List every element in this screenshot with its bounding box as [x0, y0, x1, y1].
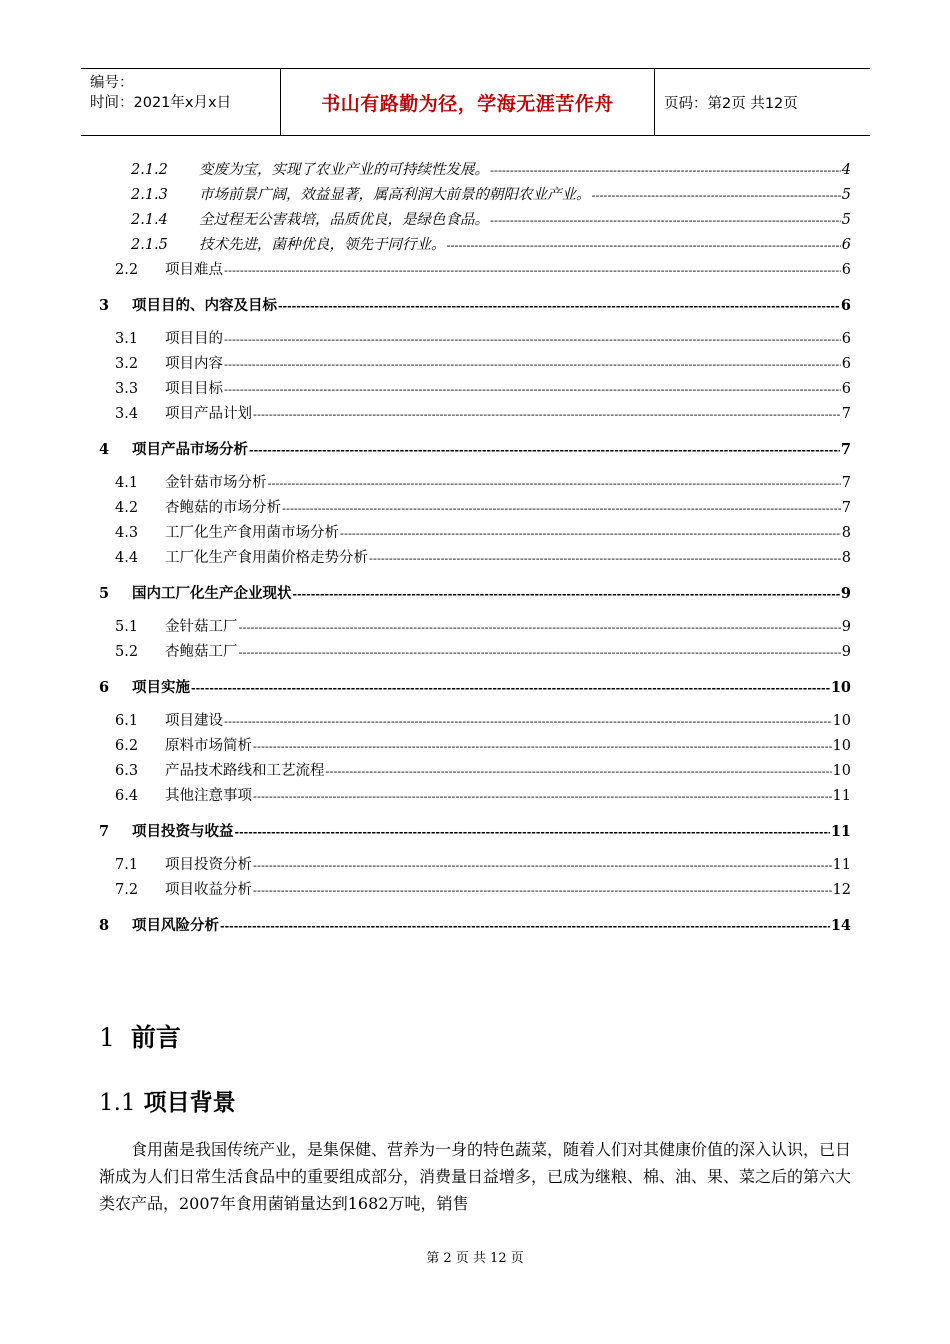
- toc-entry[interactable]: [99, 709, 851, 734]
- toc-entry-number: 7.1: [115, 857, 139, 873]
- toc-entry[interactable]: [99, 293, 851, 318]
- header-motto: 书山有路勤为径，学海无涯苦作舟: [281, 69, 655, 135]
- toc-entry-page: 10: [832, 763, 851, 779]
- toc-entry-page: 7: [841, 475, 851, 491]
- toc-leader-dashes: [592, 183, 841, 208]
- toc-entry-page: 11: [832, 857, 851, 873]
- toc-entry[interactable]: [99, 878, 851, 903]
- body-paragraph: 食用菌是我国传统产业，是集保健、营养为一身的特色蔬菜，随着人们对其健康价值的深入认识，已日渐成为人们日常生活食品中的重要组成部分，消费量日益增多，已成为继粮、棉、油、果、菜之后的第六大类农产品，2007年食用菌销量达到1682万吨，销售: [99, 1140, 852, 1213]
- toc-leader-dashes: [224, 709, 832, 734]
- toc-entry-number: 4.4: [115, 550, 139, 566]
- toc-entry-page: 11: [832, 788, 851, 804]
- toc-entry[interactable]: [99, 819, 851, 844]
- toc-entry[interactable]: [99, 521, 851, 546]
- toc-entry-title: 全过程无公害栽培，品质优良，是绿色食品。: [199, 212, 489, 228]
- toc-entry[interactable]: [99, 471, 851, 496]
- toc-leader-dashes: [224, 258, 841, 283]
- toc-entry-title: 项目风险分析: [132, 917, 219, 934]
- toc-entry-title: 项目收益分析: [165, 882, 252, 898]
- toc-entry-page: 4: [841, 162, 851, 178]
- heading-2-title: 项目背景: [143, 1089, 236, 1116]
- toc-leader-dashes: [239, 640, 841, 665]
- heading-2-number: 1.1: [99, 1090, 136, 1116]
- toc-entry-title: 工厂化生产食用菌价格走势分析: [165, 550, 368, 566]
- toc-entry-number: 3.2: [115, 356, 139, 372]
- toc-entry-title: 产品技术路线和工艺流程: [165, 763, 325, 779]
- toc-entry[interactable]: [99, 675, 851, 700]
- toc-leader-dashes: [224, 377, 841, 402]
- toc-entry[interactable]: [99, 734, 851, 759]
- toc-entry-number: 7.2: [115, 882, 139, 898]
- toc-entry-page: 9: [841, 619, 851, 635]
- toc-entry[interactable]: [99, 496, 851, 521]
- toc-entry-page: 7: [840, 441, 851, 458]
- toc-entry-title: 项目难点: [165, 262, 223, 278]
- toc-entry-number: 6.4: [115, 788, 139, 804]
- toc-leader-dashes: [191, 676, 830, 701]
- toc-entry[interactable]: [99, 352, 851, 377]
- toc-leader-dashes: [253, 784, 832, 809]
- toc-entry-title: 项目投资分析: [165, 857, 252, 873]
- toc-entry-title: 项目产品计划: [165, 406, 252, 422]
- heading-1-number: 1: [99, 1023, 115, 1052]
- toc-entry-title: 变废为宝，实现了农业产业的可持续性发展。: [199, 162, 489, 178]
- toc-entry-page: 10: [832, 713, 851, 729]
- toc-entry-number: 3.1: [115, 331, 139, 347]
- toc-entry-number: 6: [99, 679, 110, 696]
- toc-entry-number: 6.3: [115, 763, 139, 779]
- toc-leader-dashes: [235, 820, 830, 845]
- toc-entry-title: 工厂化生产食用菌市场分析: [165, 525, 339, 541]
- toc-entry[interactable]: [99, 158, 851, 183]
- toc-entry-number: 2.1.5: [131, 237, 168, 253]
- heading-1: [99, 1018, 181, 1054]
- header-meta: [81, 69, 281, 135]
- toc-entry-page: 8: [841, 550, 851, 566]
- header-date-label: 时间：2021年x月x日: [90, 95, 232, 111]
- header-page-info: 页码：第2页 共12页: [664, 95, 798, 112]
- toc-leader-dashes: [224, 352, 841, 377]
- toc-entry-title: 国内工厂化生产企业现状: [132, 585, 292, 602]
- toc-entry[interactable]: [99, 853, 851, 878]
- toc-entry-title: 原料市场简析: [165, 738, 252, 754]
- toc-entry-number: 6.2: [115, 738, 139, 754]
- toc-entry-number: 2.1.4: [131, 212, 168, 228]
- toc-entry-number: 4.3: [115, 525, 139, 541]
- toc-entry-number: 2.2: [115, 262, 139, 278]
- table-of-contents: [99, 158, 851, 947]
- toc-entry-title: 项目产品市场分析: [132, 441, 248, 458]
- toc-entry[interactable]: [99, 546, 851, 571]
- heading-2: [99, 1084, 236, 1117]
- toc-entry-title: 杏鲍菇工厂: [165, 644, 238, 660]
- toc-entry-page: 10: [832, 738, 851, 754]
- toc-entry-number: 7: [99, 823, 110, 840]
- toc-entry[interactable]: [99, 327, 851, 352]
- toc-entry-title: 杏鲍菇的市场分析: [165, 500, 281, 516]
- toc-entry-page: 8: [841, 525, 851, 541]
- toc-entry-title: 金针菇工厂: [165, 619, 238, 635]
- toc-entry[interactable]: [99, 208, 851, 233]
- toc-leader-dashes: [220, 914, 830, 939]
- toc-entry-page: 6: [841, 331, 851, 347]
- page-header: [81, 68, 870, 136]
- toc-entry-page: 6: [841, 237, 851, 253]
- toc-leader-dashes: [490, 158, 841, 183]
- toc-entry[interactable]: [99, 581, 851, 606]
- toc-entry-page: 7: [841, 500, 851, 516]
- page-footer: 第 2 页 共 12 页: [426, 1251, 524, 1266]
- toc-entry[interactable]: [99, 377, 851, 402]
- toc-entry[interactable]: [99, 233, 851, 258]
- toc-entry-title: 项目目的、内容及目标: [132, 297, 277, 314]
- toc-entry-number: 3.3: [115, 381, 139, 397]
- toc-entry-title: 项目内容: [165, 356, 223, 372]
- toc-leader-dashes: [253, 853, 832, 878]
- toc-entry[interactable]: [99, 183, 851, 208]
- toc-entry-title: 市场前景广阔，效益显著，属高利润大前景的朝阳农业产业。: [199, 187, 591, 203]
- toc-entry-number: 4.2: [115, 500, 139, 516]
- toc-leader-dashes: [447, 233, 841, 258]
- toc-entry-number: 2.1.3: [131, 187, 168, 203]
- toc-leader-dashes: [224, 327, 841, 352]
- toc-entry-page: 5: [841, 187, 851, 203]
- toc-entry-number: 5.2: [115, 644, 139, 660]
- toc-entry-page: 6: [841, 262, 851, 278]
- toc-entry-page: 11: [830, 823, 851, 840]
- toc-entry[interactable]: [99, 258, 851, 283]
- toc-leader-dashes: [340, 521, 841, 546]
- toc-entry-page: 7: [841, 406, 851, 422]
- toc-entry-title: 项目投资与收益: [132, 823, 234, 840]
- toc-entry-page: 14: [830, 917, 851, 934]
- toc-entry-page: 9: [841, 644, 851, 660]
- toc-entry-title: 项目目标: [165, 381, 223, 397]
- toc-leader-dashes: [239, 615, 841, 640]
- toc-entry-page: 6: [841, 381, 851, 397]
- toc-entry[interactable]: [99, 402, 851, 427]
- toc-entry[interactable]: [99, 784, 851, 809]
- toc-leader-dashes: [268, 471, 841, 496]
- toc-entry[interactable]: [99, 913, 851, 938]
- toc-entry-page: 5: [841, 212, 851, 228]
- toc-entry-page: 10: [830, 679, 851, 696]
- toc-entry-page: 9: [840, 585, 851, 602]
- toc-entry-number: 6.1: [115, 713, 139, 729]
- toc-leader-dashes: [253, 734, 832, 759]
- toc-entry-number: 4: [99, 441, 110, 458]
- toc-leader-dashes: [490, 208, 841, 233]
- heading-1-title: 前言: [130, 1023, 181, 1052]
- toc-entry[interactable]: [99, 615, 851, 640]
- toc-entry-number: 4.1: [115, 475, 139, 491]
- toc-entry-title: 项目目的: [165, 331, 223, 347]
- toc-entry-number: 8: [99, 917, 110, 934]
- toc-entry-title: 项目实施: [132, 679, 190, 696]
- toc-leader-dashes: [282, 496, 841, 521]
- toc-entry[interactable]: [99, 437, 851, 462]
- header-number-label: 编号：: [90, 75, 134, 91]
- toc-entry-title: 其他注意事项: [165, 788, 252, 804]
- toc-leader-dashes: [278, 294, 840, 319]
- toc-leader-dashes: [293, 582, 840, 607]
- toc-entry-page: 6: [840, 297, 851, 314]
- toc-leader-dashes: [249, 438, 840, 463]
- toc-leader-dashes: [369, 546, 841, 571]
- toc-entry-number: 5.1: [115, 619, 139, 635]
- toc-entry-number: 2.1.2: [131, 162, 168, 178]
- toc-leader-dashes: [253, 878, 832, 903]
- toc-entry-title: 项目建设: [165, 713, 223, 729]
- toc-entry-page: 6: [841, 356, 851, 372]
- toc-entry-number: 3: [99, 297, 110, 314]
- toc-leader-dashes: [326, 759, 832, 784]
- toc-entry-number: 3.4: [115, 406, 139, 422]
- toc-entry-title: 技术先进，菌种优良，领先于同行业。: [199, 237, 446, 253]
- toc-entry-page: 12: [832, 882, 851, 898]
- toc-leader-dashes: [253, 402, 841, 427]
- toc-entry[interactable]: [99, 759, 851, 784]
- toc-entry[interactable]: [99, 640, 851, 665]
- toc-entry-number: 5: [99, 585, 110, 602]
- toc-entry-title: 金针菇市场分析: [165, 475, 267, 491]
